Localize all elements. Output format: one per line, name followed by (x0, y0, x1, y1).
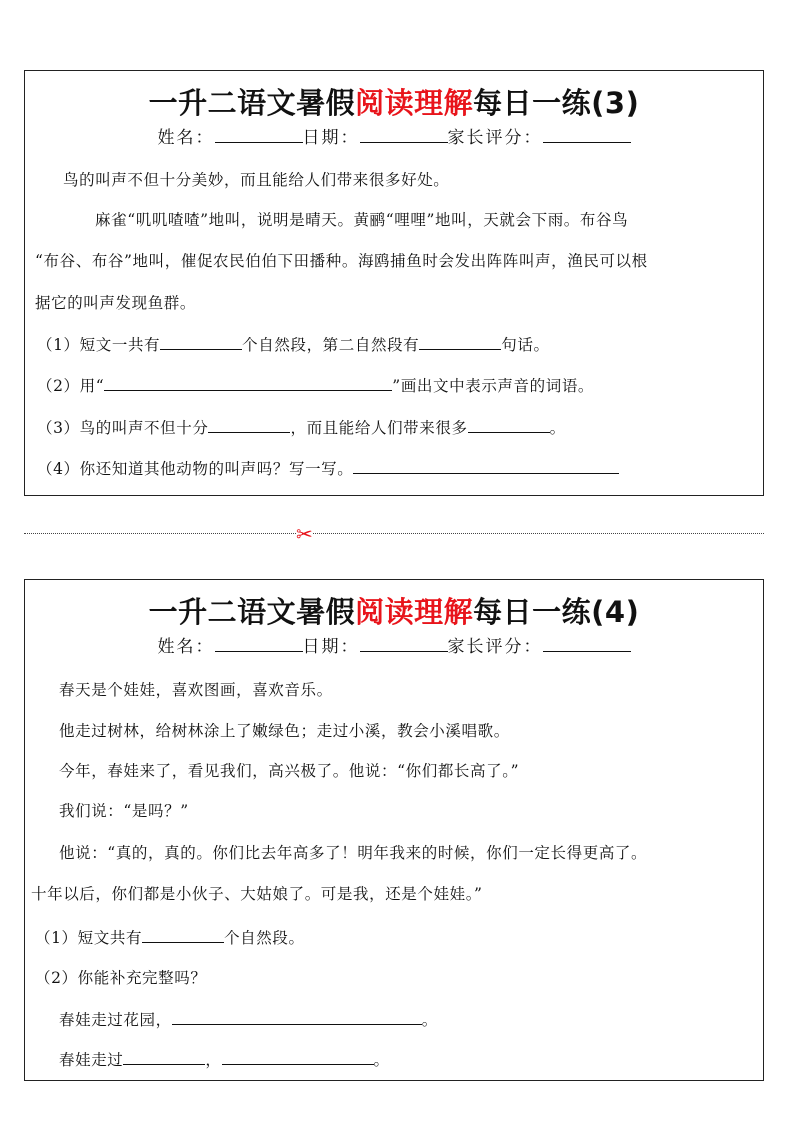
question-text: （3）鸟的叫声不但十分 (37, 419, 209, 437)
answer-blank[interactable] (123, 1050, 205, 1065)
passage-line: 他走过树林，给树林涂上了嫩绿色；走过小溪，教会小溪唱歌。 (59, 722, 510, 740)
question-text: 个自然段。 (224, 929, 305, 947)
passage-line: 我们说：“是吗？” (59, 802, 189, 820)
title-highlight: 阅读理解 (355, 86, 474, 120)
answer-blank[interactable] (160, 335, 242, 350)
title-part: 每日一练(4) (473, 595, 640, 629)
answer-blank[interactable] (172, 1010, 422, 1025)
question-text: （4）你还知道其他动物的叫声吗？写一写。 (37, 460, 354, 478)
passage-line: “布谷、布谷”地叫，催促农民伯伯下田播种。海鸥捕鱼时会发出阵阵叫声，渔民可以根 (35, 252, 648, 270)
date-label: 日期： (302, 637, 360, 657)
answer-blank[interactable] (208, 418, 290, 433)
worksheet-title (25, 590, 763, 631)
worksheet-title (25, 81, 763, 122)
question-text: ， (205, 1051, 222, 1069)
worksheet-4 (24, 579, 764, 1081)
answer-blank[interactable] (142, 928, 224, 943)
answer-blank[interactable] (353, 459, 619, 474)
question-2-line-2 (59, 1048, 390, 1070)
question-2 (37, 374, 594, 396)
question-2: （2）你能补充完整吗？ (35, 969, 207, 987)
question-text: ”画出文中表示声音的词语。 (392, 377, 595, 395)
name-blank[interactable] (215, 637, 303, 652)
title-part: 一升二语文暑假 (148, 86, 356, 120)
answer-blank[interactable] (419, 335, 501, 350)
question-text: （1）短文共有 (35, 929, 143, 947)
header-fields (25, 123, 763, 148)
question-text: 春娃走过花园， (59, 1011, 172, 1029)
answer-blank[interactable] (468, 418, 550, 433)
question-text: 。 (373, 1051, 390, 1069)
question-2-line-1 (59, 1008, 438, 1030)
question-text: 。 (421, 1011, 438, 1029)
title-part: 一升二语文暑假 (148, 595, 356, 629)
header-fields (25, 632, 763, 657)
date-blank[interactable] (360, 637, 448, 652)
question-4 (37, 457, 619, 479)
passage-line: 他说：“真的，真的。你们比去年高多了！明年我来的时候，你们一定长得更高了。 (59, 844, 648, 862)
passage-line: 据它的叫声发现鱼群。 (35, 294, 197, 312)
question-text: 句话。 (501, 336, 550, 354)
question-text: ，而且能给人们带来很多 (290, 419, 468, 437)
worksheet-3 (24, 70, 764, 496)
question-1 (37, 333, 550, 355)
question-text: 个自然段，第二自然段有 (242, 336, 420, 354)
parent-score-label: 家长评分： (447, 128, 543, 148)
passage-line: 鸟的叫声不但十分美妙，而且能给人们带来很多好处。 (63, 171, 450, 189)
answer-blank[interactable] (222, 1050, 374, 1065)
passage-line: 十年以后，你们都是小伙子、大姑娘了。可是我，还是个娃娃。” (31, 885, 483, 903)
date-blank[interactable] (360, 128, 448, 143)
question-text: （1）短文一共有 (37, 336, 161, 354)
question-3 (37, 416, 566, 438)
scissors-icon: ✂ (296, 522, 313, 546)
name-blank[interactable] (215, 128, 303, 143)
parent-score-blank[interactable] (543, 637, 631, 652)
parent-score-blank[interactable] (543, 128, 631, 143)
question-text: 。 (549, 419, 566, 437)
passage-line: 春天是个娃娃，喜欢图画，喜欢音乐。 (59, 681, 333, 699)
question-text: 春娃走过 (59, 1051, 124, 1069)
title-part: 每日一练(3) (473, 86, 640, 120)
date-label: 日期： (302, 128, 360, 148)
passage-line: 今年，春娃来了，看见我们，高兴极了。他说：“你们都长高了。” (59, 762, 520, 780)
parent-score-label: 家长评分： (447, 637, 543, 657)
passage-line: 麻雀“叽叽喳喳”地叫，说明是晴天。黄鹂“哩哩”地叫，天就会下雨。布谷鸟 (95, 211, 629, 229)
question-1 (35, 926, 305, 948)
name-label: 姓名： (157, 128, 215, 148)
name-label: 姓名： (157, 637, 215, 657)
title-highlight: 阅读理解 (355, 595, 474, 629)
answer-blank[interactable] (104, 376, 392, 391)
question-text: （2）用“ (37, 377, 105, 395)
cut-line (24, 533, 764, 534)
